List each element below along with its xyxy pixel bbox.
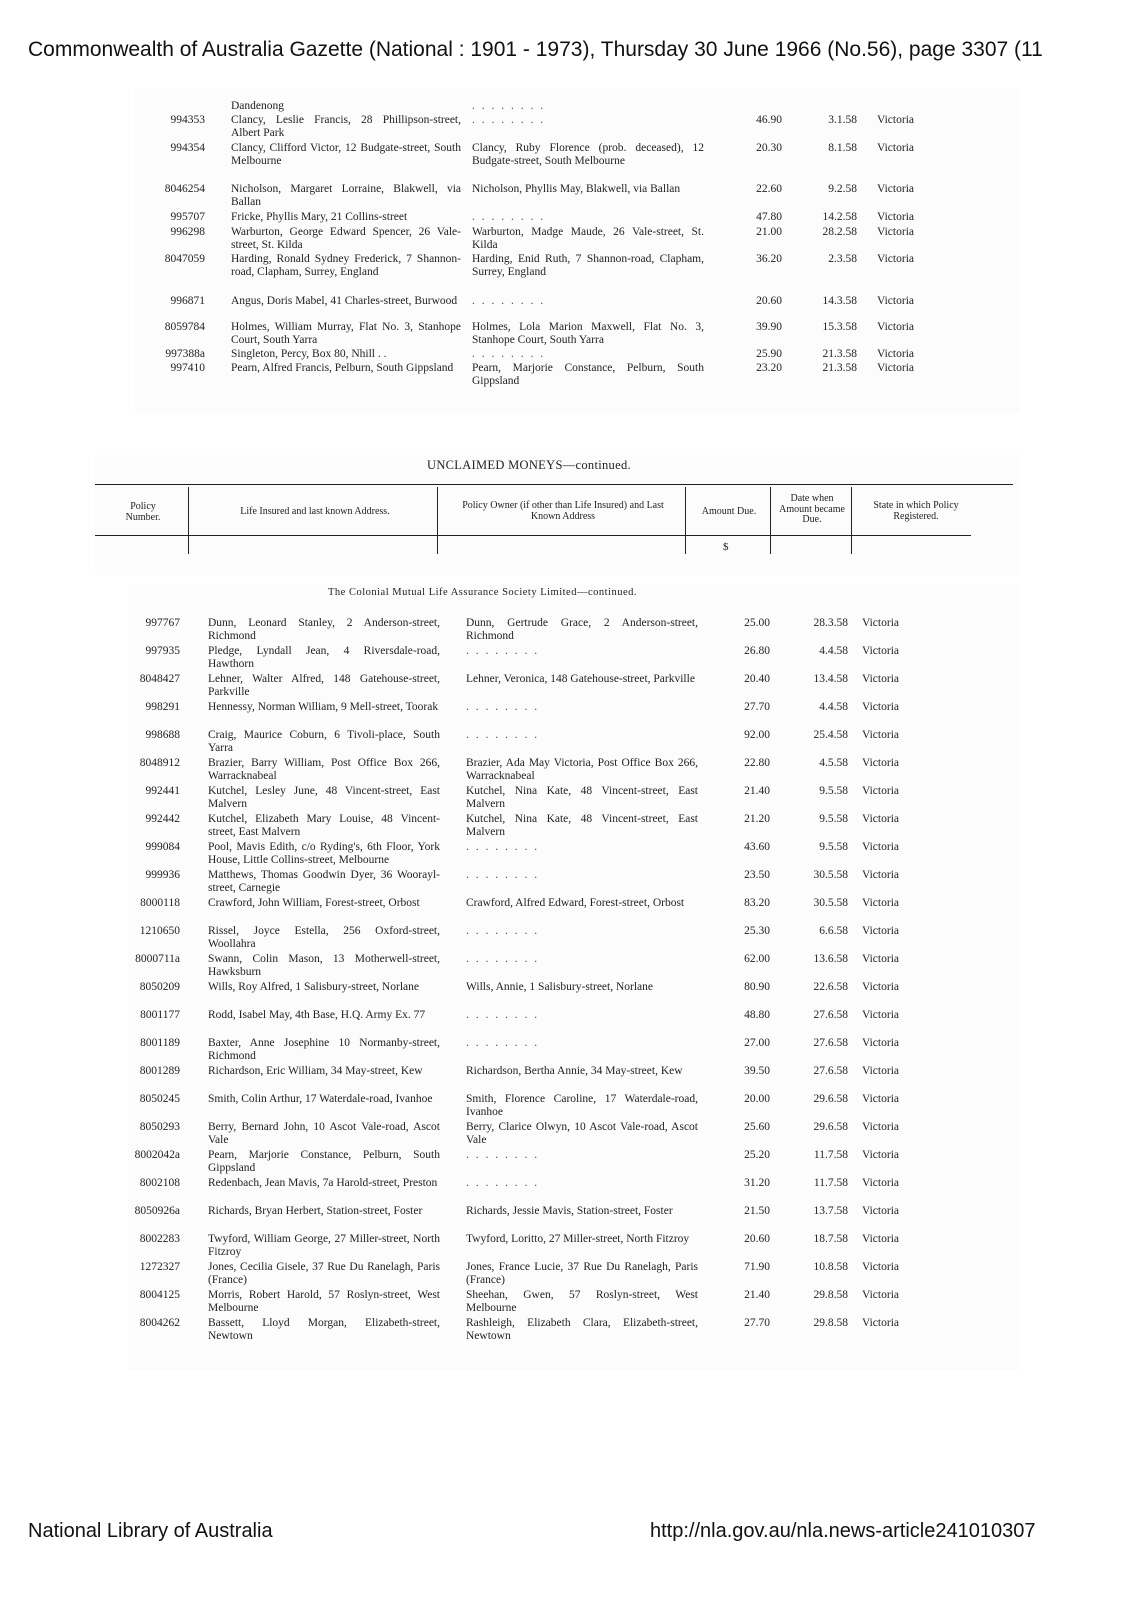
policy-owner: Holmes, Lola Marion Maxwell, Flat No. 3, Stanhope Court, South Yarra xyxy=(472,321,704,346)
state-registered: Victoria xyxy=(877,183,914,195)
state-registered: Victoria xyxy=(877,114,914,126)
state-registered: Victoria xyxy=(877,348,914,360)
date-due: 30.5.58 xyxy=(813,869,848,881)
life-insured: Wills, Roy Alfred, 1 Salisbury-street, Norlane xyxy=(208,981,419,993)
policy-number: 1272327 xyxy=(139,1261,180,1273)
column-header-amount: Amount Due. xyxy=(701,506,757,517)
amount-due: 25.60 xyxy=(744,1121,770,1133)
date-due: 27.6.58 xyxy=(813,1037,848,1049)
life-insured: Clancy, Clifford Victor, 12 Budgate-street, South Melbourne xyxy=(231,142,461,167)
policy-number: 996298 xyxy=(170,226,205,238)
footer-article-url[interactable]: http://nla.gov.au/nla.news-article241010307 xyxy=(650,1520,1036,1542)
column-header-state: State in which Policy Registered. xyxy=(873,500,959,522)
policy-owner: . . . . . . . . xyxy=(466,953,540,965)
policy-owner: Harding, Enid Ruth, 7 Shannon-road, Clapham, Surrey, England xyxy=(472,253,704,278)
date-due: 4.4.58 xyxy=(819,701,848,713)
policy-number: 8059784 xyxy=(164,321,205,333)
amount-due: 21.40 xyxy=(744,1289,770,1301)
state-registered: Victoria xyxy=(877,142,914,154)
amount-due: 71.90 xyxy=(744,1261,770,1273)
amount-due: 22.60 xyxy=(756,183,782,195)
date-due: 21.3.58 xyxy=(822,348,857,360)
date-due: 10.8.58 xyxy=(813,1261,848,1273)
amount-due: 25.20 xyxy=(744,1149,770,1161)
life-insured: Brazier, Barry William, Post Office Box 266, Warracknabeal xyxy=(208,757,440,782)
amount-due: 21.50 xyxy=(744,1205,770,1217)
policy-owner: Jones, France Lucie, 37 Rue Du Ranelagh, Paris (France) xyxy=(466,1261,698,1286)
policy-owner: Crawford, Alfred Edward, Forest-street, Orbost xyxy=(466,897,685,909)
state-registered: Victoria xyxy=(877,211,914,223)
life-insured: Twyford, William George, 27 Miller-street, North Fitzroy xyxy=(208,1233,440,1258)
state-registered: Victoria xyxy=(862,841,899,853)
policy-number: 8046254 xyxy=(164,183,205,195)
policy-number: 8047059 xyxy=(164,253,205,265)
column-divider xyxy=(685,487,686,554)
policy-owner: . . . . . . . . xyxy=(466,701,540,713)
policy-owner: . . . . . . . . xyxy=(466,1149,540,1161)
life-insured: Rissel, Joyce Estella, 256 Oxford-street, Woollahra xyxy=(208,925,440,950)
policy-number: 997410 xyxy=(170,362,205,374)
amount-due: 31.20 xyxy=(744,1177,770,1189)
policy-number: 8002283 xyxy=(139,1233,180,1245)
state-registered: Victoria xyxy=(862,1149,899,1161)
policy-number: 8000711a xyxy=(135,953,180,965)
life-insured: Richardson, Eric William, 34 May-street, Kew xyxy=(208,1065,423,1077)
policy-owner: Pearn, Marjorie Constance, Pelburn, South Gippsland xyxy=(472,362,704,387)
policy-owner: Kutchel, Nina Kate, 48 Vincent-street, East Malvern xyxy=(466,785,698,810)
policy-number: 8050926a xyxy=(134,1205,180,1217)
policy-owner: . . . . . . . . xyxy=(472,100,546,112)
state-registered: Victoria xyxy=(862,729,899,741)
policy-owner: Smith, Florence Caroline, 17 Waterdale-road, Ivanhoe xyxy=(466,1093,698,1118)
amount-due: 27.70 xyxy=(744,1317,770,1329)
amount-due: 83.20 xyxy=(744,897,770,909)
date-due: 2.3.58 xyxy=(828,253,857,265)
amount-due: 25.00 xyxy=(744,617,770,629)
policy-owner: . . . . . . . . xyxy=(466,1177,540,1189)
footer-library-name: National Library of Australia xyxy=(28,1520,273,1542)
amount-due: 21.20 xyxy=(744,813,770,825)
life-insured: Holmes, William Murray, Flat No. 3, Stanhope Court, South Yarra xyxy=(231,321,461,346)
life-insured: Bassett, Lloyd Morgan, Elizabeth-street, Newtown xyxy=(208,1317,440,1342)
policy-number: 999936 xyxy=(145,869,180,881)
date-due: 29.6.58 xyxy=(813,1093,848,1105)
date-due: 14.2.58 xyxy=(822,211,857,223)
state-registered: Victoria xyxy=(862,617,899,629)
page-header: Commonwealth of Australia Gazette (National : 1901 - 1973), Thursday 30 June 1966 (No.56), page 3307 (11 xyxy=(28,38,1043,61)
date-due: 8.1.58 xyxy=(828,142,857,154)
policy-number: 998291 xyxy=(145,701,180,713)
column-header-date: Date when Amount became Due. xyxy=(779,493,845,525)
column-header-owner: Policy Owner (if other than Life Insured) and Last Known Address xyxy=(462,500,664,522)
state-registered: Victoria xyxy=(862,757,899,769)
policy-owner: . . . . . . . . xyxy=(472,348,546,360)
policy-number: 998688 xyxy=(145,729,180,741)
policy-number: 8004262 xyxy=(139,1317,180,1329)
amount-due: 26.80 xyxy=(744,645,770,657)
policy-number: 997935 xyxy=(145,645,180,657)
state-registered: Victoria xyxy=(862,1009,899,1021)
state-registered: Victoria xyxy=(862,1233,899,1245)
amount-due: 47.80 xyxy=(756,211,782,223)
life-insured: Richards, Bryan Herbert, Station-street, Foster xyxy=(208,1205,423,1217)
policy-number: 996871 xyxy=(170,295,205,307)
header-top-rule xyxy=(95,484,1013,485)
amount-due: 39.50 xyxy=(744,1065,770,1077)
policy-number: 1210650 xyxy=(139,925,180,937)
column-divider xyxy=(851,487,852,554)
amount-due: 20.00 xyxy=(744,1093,770,1105)
policy-number: 8048427 xyxy=(139,673,180,685)
amount-due: 36.20 xyxy=(756,253,782,265)
state-registered: Victoria xyxy=(862,1205,899,1217)
policy-number: 8004125 xyxy=(139,1289,180,1301)
state-registered: Victoria xyxy=(862,813,899,825)
amount-due: 21.00 xyxy=(756,226,782,238)
state-registered: Victoria xyxy=(862,1317,899,1329)
life-insured: Warburton, George Edward Spencer, 26 Vale-street, St. Kilda xyxy=(231,226,461,251)
policy-owner: Kutchel, Nina Kate, 48 Vincent-street, East Malvern xyxy=(466,813,698,838)
policy-owner: . . . . . . . . xyxy=(472,295,546,307)
date-due: 21.3.58 xyxy=(822,362,857,374)
date-due: 4.5.58 xyxy=(819,757,848,769)
date-due: 29.8.58 xyxy=(813,1317,848,1329)
amount-due: 46.90 xyxy=(756,114,782,126)
date-due: 15.3.58 xyxy=(822,321,857,333)
state-registered: Victoria xyxy=(877,253,914,265)
unclaimed-moneys-title: UNCLAIMED MONEYS—continued. xyxy=(427,458,631,472)
date-due: 14.3.58 xyxy=(822,295,857,307)
amount-due: 43.60 xyxy=(744,841,770,853)
state-registered: Victoria xyxy=(862,897,899,909)
policy-number: 8050209 xyxy=(139,981,180,993)
date-due: 9.5.58 xyxy=(819,841,848,853)
date-due: 29.8.58 xyxy=(813,1289,848,1301)
policy-owner: Richardson, Bertha Annie, 34 May-street, Kew xyxy=(466,1065,683,1077)
amount-due: 21.40 xyxy=(744,785,770,797)
policy-number: 997767 xyxy=(145,617,180,629)
policy-owner: Lehner, Veronica, 148 Gatehouse-street, Parkville xyxy=(466,673,695,685)
policy-number: 994353 xyxy=(170,114,205,126)
amount-due: 80.90 xyxy=(744,981,770,993)
policy-owner: . . . . . . . . xyxy=(466,1009,540,1021)
policy-owner: Richards, Jessie Mavis, Station-street, Foster xyxy=(466,1205,673,1217)
policy-owner: Wills, Annie, 1 Salisbury-street, Norlane xyxy=(466,981,654,993)
currency-marker: $ xyxy=(723,541,729,553)
life-insured: Angus, Doris Mabel, 41 Charles-street, Burwood xyxy=(231,295,458,307)
date-due: 28.2.58 xyxy=(822,226,857,238)
policy-owner: Sheehan, Gwen, 57 Roslyn-street, West Melbourne xyxy=(466,1289,698,1314)
policy-number: 995707 xyxy=(170,211,205,223)
policy-owner: . . . . . . . . xyxy=(466,869,540,881)
policy-owner: . . . . . . . . xyxy=(472,211,546,223)
state-registered: Victoria xyxy=(862,1289,899,1301)
scan-top-section xyxy=(135,88,1020,413)
amount-due: 20.60 xyxy=(744,1233,770,1245)
date-due: 9.2.58 xyxy=(828,183,857,195)
state-registered: Victoria xyxy=(862,925,899,937)
amount-due: 62.00 xyxy=(744,953,770,965)
life-insured: Baxter, Anne Josephine 10 Normanby-street, Richmond xyxy=(208,1037,440,1062)
policy-number: 8050293 xyxy=(139,1121,180,1133)
column-header-policy: Policy Number. xyxy=(125,501,161,523)
date-due: 11.7.58 xyxy=(813,1177,848,1189)
column-divider xyxy=(437,487,438,554)
life-insured: Lehner, Walter Alfred, 148 Gatehouse-street, Parkville xyxy=(208,673,440,698)
amount-due: 23.20 xyxy=(756,362,782,374)
date-due: 9.5.58 xyxy=(819,813,848,825)
amount-due: 39.90 xyxy=(756,321,782,333)
date-due: 27.6.58 xyxy=(813,1065,848,1077)
policy-owner: . . . . . . . . xyxy=(466,645,540,657)
date-due: 11.7.58 xyxy=(813,1149,848,1161)
policy-owner: Nicholson, Phyllis May, Blakwell, via Ballan xyxy=(472,183,681,195)
date-due: 13.6.58 xyxy=(813,953,848,965)
date-due: 3.1.58 xyxy=(828,114,857,126)
policy-number: 8002108 xyxy=(139,1177,180,1189)
state-registered: Victoria xyxy=(862,953,899,965)
column-divider xyxy=(188,487,189,554)
policy-owner: Warburton, Madge Maude, 26 Vale-street, St. Kilda xyxy=(472,226,704,251)
life-insured: Kutchel, Elizabeth Mary Louise, 48 Vincent-street, East Malvern xyxy=(208,813,440,838)
amount-due: 22.80 xyxy=(744,757,770,769)
life-insured: Berry, Bernard John, 10 Ascot Vale-road, Ascot Vale xyxy=(208,1121,440,1146)
header-bottom-rule xyxy=(95,535,971,536)
amount-due: 20.60 xyxy=(756,295,782,307)
policy-owner: . . . . . . . . xyxy=(472,114,546,126)
date-due: 30.5.58 xyxy=(813,897,848,909)
policy-number: 999084 xyxy=(145,841,180,853)
life-insured: Dunn, Leonard Stanley, 2 Anderson-street, Richmond xyxy=(208,617,440,642)
amount-due: 27.00 xyxy=(744,1037,770,1049)
policy-number: 992441 xyxy=(145,785,180,797)
amount-due: 25.90 xyxy=(756,348,782,360)
column-divider xyxy=(770,487,771,554)
life-insured: Fricke, Phyllis Mary, 21 Collins-street xyxy=(231,211,408,223)
state-registered: Victoria xyxy=(862,1261,899,1273)
policy-owner: Clancy, Ruby Florence (prob. deceased), 12 Budgate-street, South Melbourne xyxy=(472,142,704,167)
scan-main-section xyxy=(128,585,1020,1370)
date-due: 22.6.58 xyxy=(813,981,848,993)
date-due: 25.4.58 xyxy=(813,729,848,741)
policy-number: 8002042a xyxy=(134,1149,180,1161)
unclaimed-table-header xyxy=(95,455,1020,575)
society-title: The Colonial Mutual Life Assurance Society Limited—continued. xyxy=(328,587,637,598)
life-insured: Dandenong xyxy=(231,100,285,112)
state-registered: Victoria xyxy=(862,785,899,797)
policy-number: 8000118 xyxy=(140,897,180,909)
state-registered: Victoria xyxy=(862,1177,899,1189)
life-insured: Jones, Cecilia Gisele, 37 Rue Du Ranelagh, Paris (France) xyxy=(208,1261,440,1286)
date-due: 27.6.58 xyxy=(813,1009,848,1021)
policy-number: 994354 xyxy=(170,142,205,154)
policy-owner: . . . . . . . . xyxy=(466,729,540,741)
policy-number: 8001289 xyxy=(139,1065,180,1077)
policy-number: 8048912 xyxy=(139,757,180,769)
life-insured: Pearn, Marjorie Constance, Pelburn, South Gippsland xyxy=(208,1149,440,1174)
date-due: 18.7.58 xyxy=(813,1233,848,1245)
life-insured: Redenbach, Jean Mavis, 7a Harold-street, Preston xyxy=(208,1177,438,1189)
amount-due: 92.00 xyxy=(744,729,770,741)
column-header-life: Life Insured and last known Address. xyxy=(240,506,390,517)
state-registered: Victoria xyxy=(877,226,914,238)
state-registered: Victoria xyxy=(862,1037,899,1049)
life-insured: Nicholson, Margaret Lorraine, Blakwell, via Ballan xyxy=(231,183,461,208)
state-registered: Victoria xyxy=(877,295,914,307)
date-due: 6.6.58 xyxy=(819,925,848,937)
date-due: 4.4.58 xyxy=(819,645,848,657)
life-insured: Pool, Mavis Edith, c/o Ryding's, 6th Floor, York House, Little Collins-street, Melbourne xyxy=(208,841,440,866)
state-registered: Victoria xyxy=(862,1065,899,1077)
policy-owner: . . . . . . . . xyxy=(466,841,540,853)
date-due: 28.3.58 xyxy=(813,617,848,629)
policy-owner: Dunn, Gertrude Grace, 2 Anderson-street, Richmond xyxy=(466,617,698,642)
amount-due: 20.30 xyxy=(756,142,782,154)
life-insured: Kutchel, Lesley June, 48 Vincent-street, East Malvern xyxy=(208,785,440,810)
life-insured: Morris, Robert Harold, 57 Roslyn-street, West Melbourne xyxy=(208,1289,440,1314)
date-due: 9.5.58 xyxy=(819,785,848,797)
life-insured: Singleton, Percy, Box 80, Nhill . . xyxy=(231,348,387,360)
policy-number: 992442 xyxy=(145,813,180,825)
state-registered: Victoria xyxy=(862,1121,899,1133)
life-insured: Rodd, Isabel May, 4th Base, H.Q. Army Ex. 77 xyxy=(208,1009,426,1021)
amount-due: 20.40 xyxy=(744,673,770,685)
state-registered: Victoria xyxy=(862,1093,899,1105)
life-insured: Pearn, Alfred Francis, Pelburn, South Gippsland xyxy=(231,362,454,374)
policy-number: 8001177 xyxy=(140,1009,180,1021)
amount-due: 23.50 xyxy=(744,869,770,881)
state-registered: Victoria xyxy=(862,645,899,657)
policy-owner: Brazier, Ada May Victoria, Post Office Box 266, Warracknabeal xyxy=(466,757,698,782)
life-insured: Crawford, John William, Forest-street, Orbost xyxy=(208,897,420,909)
policy-owner: Twyford, Loritto, 27 Miller-street, North Fitzroy xyxy=(466,1233,690,1245)
policy-owner: . . . . . . . . xyxy=(466,1037,540,1049)
date-due: 13.7.58 xyxy=(813,1205,848,1217)
life-insured: Swann, Colin Mason, 13 Motherwell-street, Hawksburn xyxy=(208,953,440,978)
amount-due: 27.70 xyxy=(744,701,770,713)
life-insured: Clancy, Leslie Francis, 28 Phillipson-street, Albert Park xyxy=(231,114,461,139)
life-insured: Craig, Maurice Coburn, 6 Tivoli-place, South Yarra xyxy=(208,729,440,754)
amount-due: 25.30 xyxy=(744,925,770,937)
life-insured: Hennessy, Norman William, 9 Mell-street, Toorak xyxy=(208,701,439,713)
life-insured: Matthews, Thomas Goodwin Dyer, 36 Woorayl-street, Carnegie xyxy=(208,869,440,894)
life-insured: Pledge, Lyndall Jean, 4 Riversdale-road, Hawthorn xyxy=(208,645,440,670)
state-registered: Victoria xyxy=(862,673,899,685)
life-insured: Smith, Colin Arthur, 17 Waterdale-road, Ivanhoe xyxy=(208,1093,433,1105)
state-registered: Victoria xyxy=(862,701,899,713)
policy-owner: Berry, Clarice Olwyn, 10 Ascot Vale-road, Ascot Vale xyxy=(466,1121,698,1146)
policy-owner: Rashleigh, Elizabeth Clara, Elizabeth-street, Newtown xyxy=(466,1317,698,1342)
amount-due: 48.80 xyxy=(744,1009,770,1021)
policy-number: 997388a xyxy=(165,348,205,360)
policy-owner: . . . . . . . . xyxy=(466,925,540,937)
state-registered: Victoria xyxy=(862,981,899,993)
state-registered: Victoria xyxy=(877,362,914,374)
policy-number: 8050245 xyxy=(139,1093,180,1105)
state-registered: Victoria xyxy=(877,321,914,333)
policy-number: 8001189 xyxy=(140,1037,180,1049)
date-due: 29.6.58 xyxy=(813,1121,848,1133)
date-due: 13.4.58 xyxy=(813,673,848,685)
state-registered: Victoria xyxy=(862,869,899,881)
life-insured: Harding, Ronald Sydney Frederick, 7 Shannon-road, Clapham, Surrey, England xyxy=(231,253,461,278)
